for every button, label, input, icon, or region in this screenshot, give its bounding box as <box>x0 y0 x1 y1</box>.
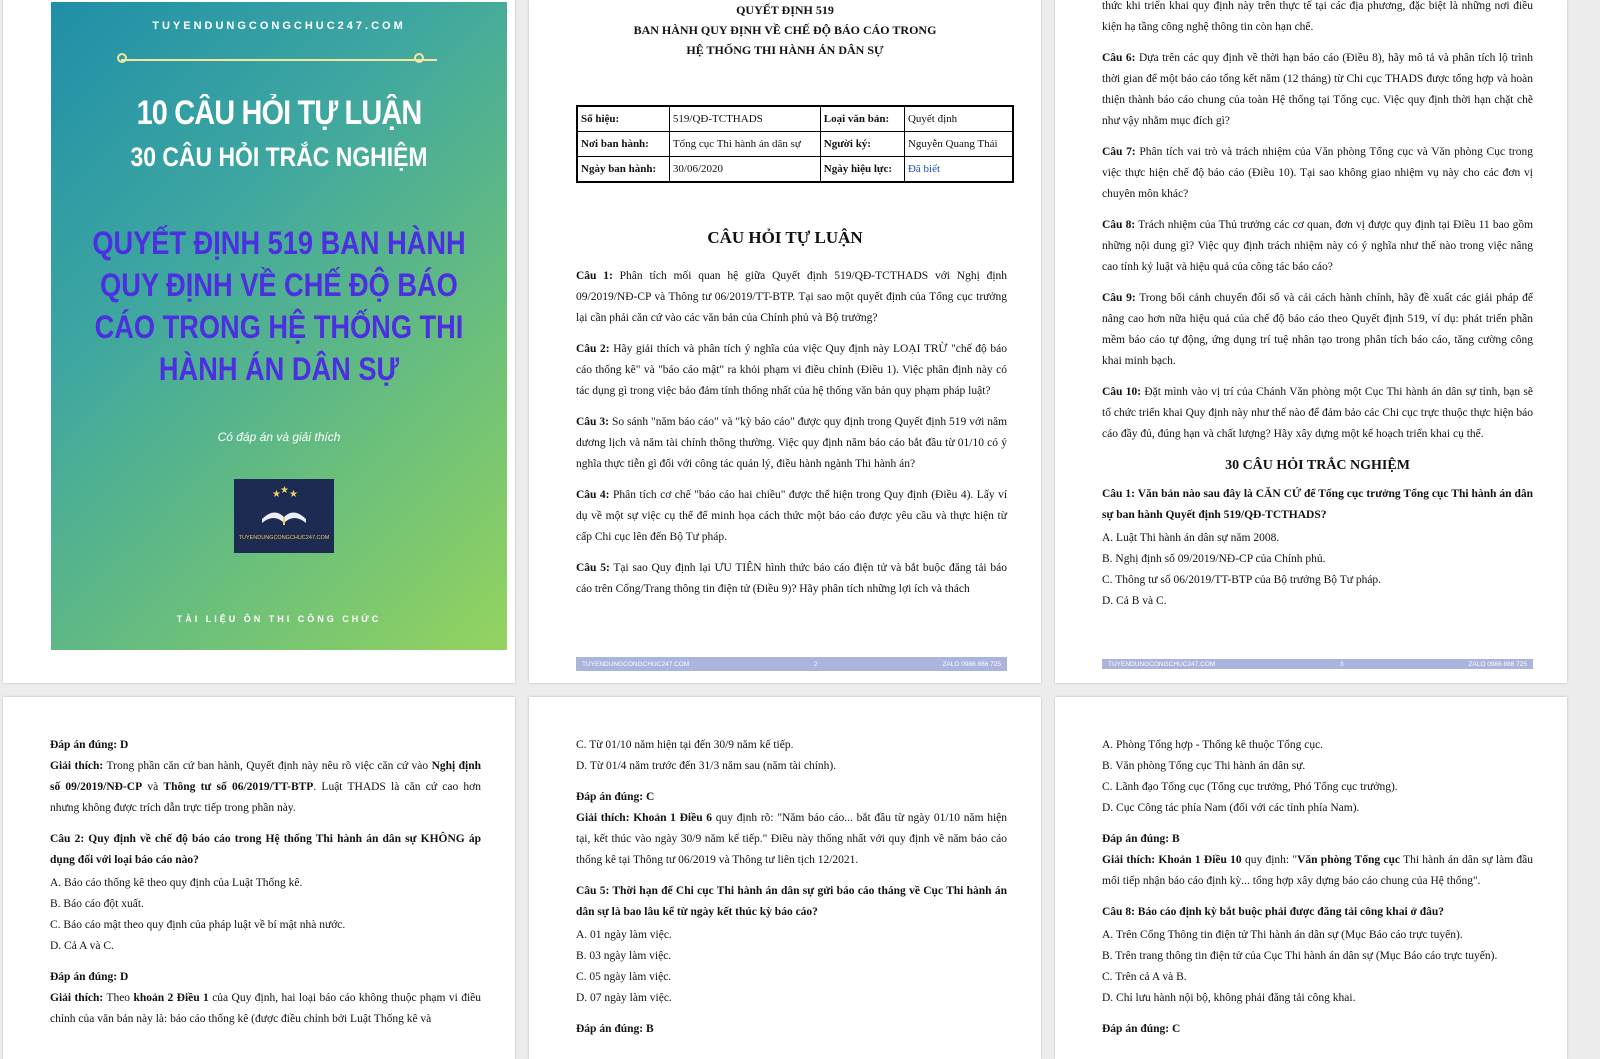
document-meta-table <box>576 105 1014 183</box>
site-logo <box>234 479 334 553</box>
answer-line: Đáp án đúng: B <box>576 1023 654 1035</box>
section-title: CÂU HỎI TỰ LUẬN <box>707 228 863 247</box>
meta-value: Nguyễn Quang Thái <box>904 132 1013 157</box>
mc-option: D. Cả B và C. <box>1102 595 1167 607</box>
meta-label: Người ký: <box>820 132 904 157</box>
mc-option: A. Trên Cổng Thông tin điện tử Thi hành án dân sự (Mục Báo cáo trực tuyến). <box>1102 929 1463 941</box>
page-2 <box>529 0 1041 683</box>
svg-text:★: ★ <box>272 489 281 500</box>
mc-option: C. Lãnh đạo Tổng cục (Tổng cục trưởng, Phó Tổng cục trưởng). <box>1102 781 1398 793</box>
meta-value: 519/QĐ-TCTHADS <box>669 106 820 132</box>
mc-option: A. Phòng Tổng hợp - Thống kê thuộc Tổng cục. <box>1102 739 1324 751</box>
essay-question: Câu 3: So sánh "năm báo cáo" và "kỳ báo cáo" được quy định trong Quyết định 519 với năm dương lịch và năm tài chính thông thường. Việc quy định năm báo cáo bắt đầu từ 01/10 có ý nghĩa thực tiễn gì đối với công tác quản lý, điều hành ngành Thi hành án? <box>576 416 1008 470</box>
meta-value: Quyết định <box>904 106 1013 132</box>
page-cover <box>3 0 515 683</box>
page-5 <box>529 697 1041 1059</box>
footer-contact: ZALO 0986 886 725 <box>942 660 1001 668</box>
divider-dot-left <box>117 53 127 63</box>
page6-body <box>1102 735 1533 1040</box>
answer-line: Đáp án đúng: D <box>50 971 129 983</box>
meta-label: Ngày ban hành: <box>577 157 669 183</box>
mc-option: D. Cả A và C. <box>50 940 114 952</box>
page-footer <box>576 657 1007 671</box>
svg-text:★: ★ <box>289 489 298 500</box>
mc-option: D. Cục Công tác phía Nam (đối với các tỉnh phía Nam). <box>1102 802 1360 814</box>
explanation: Giải thích: Theo khoản 2 Điều 1 của Quy định, hai loại báo cáo không thuộc phạm vi điều chỉnh của văn bản này là: báo cáo thống kê (được điều chỉnh bởi Luật Thống kê và <box>50 992 482 1025</box>
footer-page-number: 2 <box>814 660 818 668</box>
mc-section-title: 30 CÂU HỎI TRẮC NGHIỆM <box>1225 458 1410 473</box>
mc-option: C. 05 ngày làm việc. <box>576 971 672 983</box>
mc-option: C. Thông tư số 06/2019/TT-BTP của Bộ trưởng Bộ Tư pháp. <box>1102 574 1382 586</box>
mc-option: D. 07 ngày làm việc. <box>576 992 672 1004</box>
mc-option: C. Báo cáo mật theo quy định của pháp luật về bí mật nhà nước. <box>50 919 346 931</box>
mc-option: C. Từ 01/10 năm hiện tại đến 30/9 năm kế tiếp. <box>576 739 794 751</box>
logo-text: TUYENDUNGCONGCHUC247.COM <box>238 535 330 541</box>
cover-title-line2: 30 CÂU HỎI TRẮC NGHIỆM <box>130 142 428 172</box>
page-4 <box>3 697 515 1059</box>
meta-label: Loại văn bản: <box>820 106 904 132</box>
essay-question: Câu 10: Đặt mình vào vị trí của Chánh Văn phòng một Cục Thi hành án dân sự tỉnh, bạn sẽ tổ chức triển khai Quy định này như thế nào để đảm bảo các Chi cục trực thuộc thực hiện báo cáo đầy đủ, đúng hạn và chất lượng? Hãy xây dựng một kế hoạch triển khai cụ thể. <box>1102 386 1533 440</box>
cover-title-line1: 10 CÂU HỎI TỰ LUẬN <box>136 94 422 132</box>
mc-question: Câu 8: Báo cáo định kỳ bắt buộc phải được đăng tải công khai ở đâu? <box>1102 906 1445 918</box>
explanation: Giải thích: Trong phần căn cứ ban hành, Quyết định này nêu rõ việc căn cứ vào Nghị định số 09/2019/NĐ-CP và Thông tư số 06/2019/TT-BTP. Luật THADS là căn cứ cao hơn nhưng không được trích dẫn trực tiếp trong phần này. <box>50 760 482 814</box>
footer-contact: ZALO 0986 886 725 <box>1468 660 1527 668</box>
meta-label: Số hiệu: <box>577 106 669 132</box>
mc-option: B. 03 ngày làm việc. <box>576 950 672 962</box>
cover-divider <box>121 59 437 61</box>
mc-option: A. 01 ngày làm việc. <box>576 929 672 941</box>
doc-heading-1: QUYẾT ĐỊNH 519 <box>736 3 834 17</box>
answer-line: Đáp án đúng: C <box>576 791 655 803</box>
essay-question: Câu 9: Trong bối cảnh chuyển đổi số và cải cách hành chính, hãy đề xuất các giải pháp để nâng cao hơn nữa hiệu quả của chế độ báo cáo theo Quyết định 519, ví dụ: phát triển phần mềm báo cáo tự động, ứng dụng trí tuệ nhân tạo trong phân tích báo cáo, tăng cường công khai minh bạch. <box>1102 292 1534 367</box>
explanation: Giải thích: Khoản 1 Điều 10 quy định: "Văn phòng Tổng cục Thi hành án dân sự làm đầu mối tiếp nhận báo cáo định kỳ... tổng hợp xây dựng báo cáo chung của Hệ thống". <box>1102 854 1534 887</box>
mc-question: Câu 2: Quy định về chế độ báo cáo trong Hệ thống Thi hành án dân sự KHÔNG áp dụng đối với loại báo cáo nào? <box>50 833 481 866</box>
mc-option: D. Từ 01/4 năm trước đến 31/3 năm sau (năm tài chính). <box>576 760 837 772</box>
essay-question: Câu 2: Hãy giải thích và phân tích ý nghĩa của việc Quy định này LOẠI TRỪ "chế độ báo cáo thống kê" và "báo cáo mật" ra khỏi phạm vi điều chỉnh (Điều 1). Việc phân định này có tác dụng gì trong việc bảo đảm tính thống nhất của hệ thống văn bản quy phạm pháp luật? <box>576 343 1008 397</box>
essay-question: Câu 8: Trách nhiệm của Thủ trưởng các cơ quan, đơn vị được quy định tại Điều 11 bao gồm những nội dung gì? Việc quy định trách nhiệm này có ý nghĩa như thế nào trong việc nâng cao tính kỷ luật và hiệu quả của công tác báo cáo? <box>1102 219 1534 273</box>
answer-line: Đáp án đúng: C <box>1102 1023 1181 1035</box>
svg-text:★: ★ <box>280 485 289 496</box>
page-3 <box>1055 0 1567 683</box>
page5-body <box>576 735 1007 1040</box>
page-footer <box>1102 659 1533 669</box>
mc-option: D. Chỉ lưu hành nội bộ, không phải đăng tải công khai. <box>1102 992 1356 1004</box>
doc-heading-3: HỆ THỐNG THI HÀNH ÁN DÂN SỰ <box>686 43 884 57</box>
page4-body <box>50 735 481 1040</box>
mc-option: A. Luật Thi hành án dân sự năm 2008. <box>1102 532 1280 544</box>
meta-value: 30/06/2020 <box>669 157 820 183</box>
divider-dot-right <box>414 53 424 63</box>
footer-site: TUYENDUNGCONGCHUC247.COM <box>582 660 690 668</box>
essay-questions <box>576 266 1007 610</box>
cover-decision-title: QUYẾT ĐỊNH 519 BAN HÀNH QUY ĐỊNH VỀ CHẾ ĐỘ BÁO CÁO TRONG HỆ THỐNG THI HÀNH ÁN DÂN SỰ <box>92 225 466 387</box>
mc-option: B. Trên trang thông tin điện tử của Cục Thi hành án dân sự (Mục Báo cáo trực tuyến). <box>1102 950 1498 962</box>
essay-question: Câu 7: Phân tích vai trò và trách nhiệm của Văn phòng Tổng cục và Văn phòng Cục trong việc thực hiện chế độ báo cáo (Điều 10). Tại sao không giao nhiệm vụ này cho các đơn vị chuyên môn khác? <box>1102 146 1533 200</box>
mc-question: Câu 5: Thời hạn để Chi cục Thi hành án dân sự gửi báo cáo tháng về Cục Thi hành án dân sự là bao lâu kể từ ngày kết thúc kỳ báo cáo? <box>576 885 1007 918</box>
essay-question: Câu 5: Tại sao Quy định lại ƯU TIÊN hình thức báo cáo điện tử và bắt buộc đăng tải báo cáo trên Cổng/Trang thông tin điện tử (Điều 9)? Hãy phân tích những lợi ích và thách <box>576 562 1007 595</box>
mc-option: B. Báo cáo đột xuất. <box>50 898 144 910</box>
mc-option: B. Văn phòng Tổng cục Thi hành án dân sự. <box>1102 760 1306 772</box>
mc-option: A. Báo cáo thống kê theo quy định của Luật Thống kê. <box>50 877 303 889</box>
essay-question: Câu 6: Dựa trên các quy định về thời hạn báo cáo (Điều 8), hãy mô tả và phân tích lộ trình thời gian để một báo cáo tổng kết năm (12 tháng) từ Chi cục THADS được tổng hợp và hoàn thiện thành báo cáo chung của toàn Hệ thống tại Tổng cục. Việc quy định thời hạn chặt chẽ như vậy nhằm mục đích gì? <box>1102 52 1533 127</box>
cover-panel <box>51 2 507 650</box>
cover-bottom-tagline: TÀI LIỆU ÔN THI CÔNG CHỨC <box>176 614 382 624</box>
essay-question: Câu 4: Phân tích cơ chế "báo cáo hai chiều" được thể hiện trong Quy định (Điều 4). Lấy ví dụ về một sự việc cụ thể để minh họa cách thức một báo cáo được yêu cầu và thực hiện từ cấp Chi cục lên đến Bộ Tư pháp. <box>576 489 1008 543</box>
answer-line: Đáp án đúng: B <box>1102 833 1180 845</box>
explanation: Giải thích: Khoản 1 Điều 6 quy định rõ: "Năm báo cáo... bắt đầu từ ngày 01/10 năm hiện tại, kết thúc vào ngày 30/9 năm kế tiếp." Điều này thống nhất với quy định về năm báo cáo thống kê tại Thông tư 06/2019 và Thông tư liên tịch 12/2021. <box>576 812 1008 866</box>
essay-question: Câu 1: Phân tích mối quan hệ giữa Quyết định 519/QĐ-TCTHADS với Nghị định 09/2019/NĐ-CP và Thông tư 06/2019/TT-BTP. Tại sao một quyết định của Tổng cục trưởng lại cần phải căn cứ vào các văn bản của Chính phủ và Bộ trưởng? <box>576 270 1008 324</box>
effective-date-link[interactable]: Đã biết <box>904 157 1013 183</box>
mc-option: B. Nghị định số 09/2019/NĐ-CP của Chính phủ. <box>1102 553 1326 565</box>
footer-page-number: 3 <box>1340 660 1344 668</box>
answer-line: Đáp án đúng: D <box>50 739 129 751</box>
meta-label: Nơi ban hành: <box>577 132 669 157</box>
cover-subtitle: Có đáp án và giải thích <box>217 430 341 444</box>
cover-site: TUYENDUNGCONGCHUC247.COM <box>152 20 406 32</box>
mc-option: C. Trên cả A và B. <box>1102 971 1187 983</box>
meta-value: Tổng cục Thi hành án dân sự <box>669 132 820 157</box>
page3-body <box>1102 0 1533 612</box>
continued-text: thức khi triển khai quy định này trên thực tế tại các địa phương, đặc biệt là những nơi điều kiện hạ tầng công nghệ thông tin còn hạn chế. <box>1102 0 1533 33</box>
doc-heading-2: BAN HÀNH QUY ĐỊNH VỀ CHẾ ĐỘ BÁO CÁO TRONG <box>633 23 937 37</box>
page-6 <box>1055 697 1567 1059</box>
meta-label: Ngày hiệu lực: <box>820 157 904 183</box>
mc-question: Câu 1: Văn bản nào sau đây là CĂN CỨ để Tổng cục trưởng Tổng cục Thi hành án dân sự ban hành Quyết định 519/QĐ-TCTHADS? <box>1102 488 1533 521</box>
footer-site: TUYENDUNGCONGCHUC247.COM <box>1108 660 1216 668</box>
